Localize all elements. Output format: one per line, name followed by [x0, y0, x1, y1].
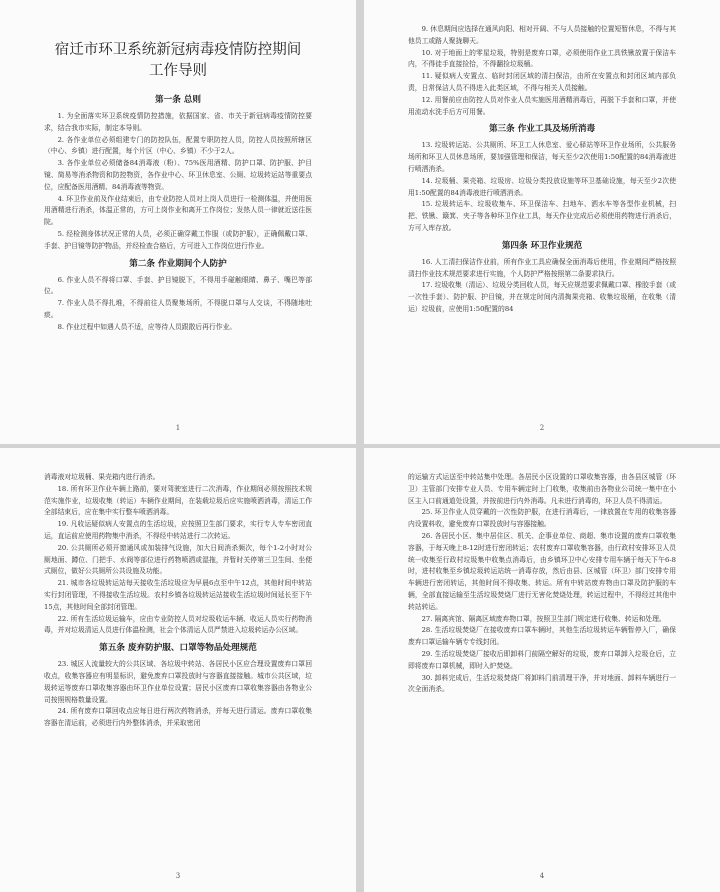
paragraph: 26. 各居民小区、集中居住区、机关、企事业单位、商超、集市设置的废弃口罩收集容器，于每天晚上8-12时进行密闭转运；农村废弃口罩收集容器，由行政村安排环卫人员统一收集至行政村垃圾集中收集点消毒后，由乡镇环卫中心安排专用车辆于每天下午6-8时，进村收集至乡镇垃圾转运站统一消毒存放，然后由县、区城管（环卫）部门安排专用车辆进行密闭转运，其他时间不得收集、转运。所有中转站废弃物由口罩及防护服的车辆，全部直接运输至生活垃圾焚烧厂进行无害化焚烧处理，转运过程中，不得经过其他中转站转运。 [408, 531, 676, 611]
paragraph: 6. 作业人员不得将口罩、手套、护目镜脱下，不得用手碰触眼睛、鼻子、嘴巴等部位。 [44, 275, 312, 296]
paragraph: 19. 凡收运疑似病人安置点的生活垃圾，应按照卫生部门要求，实行专人专车密闭直运，直运前应使用药物集中消杀，不得经中转站进行二次转运。 [44, 520, 312, 540]
page-content [408, 472, 676, 696]
paragraph: 13. 垃圾转运站、公共厕所、环卫工人休息室、爱心驿站等环卫作业场所，公共服务场所和环卫人员休息场所，要加强管理和保洁，每天至少2次使用1:50配置的84消毒液进行喷洒消杀。 [408, 141, 676, 173]
paragraph: 24. 所有废弃口罩回收点应每日进行两次药物消杀，并每天进行清运。废弃口罩收集容器在清运前，必须进行内外整体消杀，并采取密闭 [44, 707, 312, 728]
paragraph: 14. 垃圾桶、果壳箱、垃圾房、垃圾分类投放设施等环卫基础设施，每天至少2次使用1:50配置的84消毒液进行喷洒消杀。 [408, 176, 676, 197]
paragraph: 9. 休息期间应选择在通风向阳、相对开阔、不与人员接触的位置短暂休息，不得与其他员工或路人聚拢聊天。 [408, 25, 676, 45]
paragraph: 30. 卸料完成后，生活垃圾焚烧厂将卸料门前清理干净，并对地面、卸料车辆进行一次全面消杀。 [408, 673, 676, 694]
document-page-3 [0, 448, 356, 892]
paragraph: 25. 环卫作业人员穿戴的一次性防护服，在进行消毒后，一律放置在专用的收集容器内设置料收，避免废弃口罩投放时与容器接触。 [408, 508, 676, 529]
section-heading: 第一条 总则 [155, 95, 201, 105]
section-heading: 第五条 废弃防护服、口罩等物品处理规范 [99, 643, 257, 654]
paragraph: 3. 各作业单位必须储备84消毒液（粉）、75%医用酒精、防护口罩、防护服、护目镜、简易等消杀物资和防控物资，各作业中心、环卫休息室、公厕、垃圾转运站等重要点位，应配备医用酒精、84消毒液等物资。 [44, 159, 312, 191]
page-number: 1 [175, 424, 181, 432]
section-heading: 第四条 环卫作业规范 [501, 240, 583, 251]
document-page-4 [364, 448, 720, 892]
paragraph: 4. 环卫作业前及作业结束后，由专业防控人员对上岗人员进行一检测体温，并使用医用酒精进行消杀，体温正常的，方可上岗作业和离开工作岗位；发热人员一律就近送往医院。 [44, 194, 312, 227]
document-title: 宿迁市环卫系统新冠病毒疫情防控期间 工作导则 [54, 42, 302, 79]
paragraph: 7. 作业人员不得扎堆，不得前往人员聚集场所，不得脱口罩与人交谈，不得随地吐痰。 [44, 299, 312, 319]
paragraph: 23. 城区人流量较大的公共区域、各垃圾中转站、各居民小区应合理设置废弃口罩回收点，收集容器应有明显标识，避免废弃口罩投放时与容器直接接触。城市公共区域，垃圾转运等废弃口罩收集容器由环卫作业单位设置；居民小区废弃口罩收集容器由各物业公司按照规格数量设置。 [44, 660, 312, 704]
paragraph: 1. 为全面落实环卫系统疫情防控措施，依据国家、省、市关于新冠病毒疫情防控要求，结合我市实际，制定本导则。 [44, 112, 312, 132]
paragraph: 22. 所有生活垃圾运输车，应由专业防控人员对垃圾收运车辆、收运人员实行药物消毒，并对垃圾清运人员进行体温检测，社会个体清运人员严禁进入垃圾转运办公区域。 [44, 614, 312, 635]
page-content [44, 40, 312, 334]
section-heading: 第二条 作业期间个人防护 [129, 258, 227, 269]
paragraph: 27. 隔离宾馆、隔离区域废弃物口罩，按照卫生部门规定进行收集、转运和处理。 [421, 614, 666, 623]
paragraph: 消毒液对垃圾桶、果壳箱内进行消杀。 [44, 473, 160, 481]
paragraph: 28. 生活垃圾焚烧厂在接收废弃口罩车辆时，其他生活垃圾转运车辆暂停入厂，确保废弃口罩运输车辆专专线封闭。 [408, 626, 676, 647]
paragraph: 17. 垃圾收集（清运）、垃圾分类回收人员，每天应规范要求佩戴口罩、橡胶手套（或一次性手套）、防护服、护目镜，并在规定时间内清掏果壳箱、收集垃圾桶，在收集（清运）垃圾前，应使用1:50配置的84 [408, 281, 676, 313]
section-heading: 第三条 作业工具及场所消毒 [488, 124, 596, 135]
page-number: 3 [175, 872, 181, 880]
paragraph: 18. 所有环卫作业车辆上路前，要对驾驶室进行二次消毒，作业期间必须按照技术规范实施作业，垃圾收集（转运）车辆作业期间，在装载垃圾后应实施喷洒消毒，清运工作全部结束后，应在集中实行整车喷洒消毒。 [44, 484, 312, 517]
paragraph: 15. 垃圾转运车、垃圾收集车、环卫保洁车、扫地车、洒水车等各型作业机械，扫把、铁锹、簸箕、夹子等各种环卫作业工具，每天作业完成后必须使用药物进行消杀后，方可入库存放。 [408, 200, 676, 232]
paragraph: 8. 作业过程中如遇人员不适，应等待人员跟散后再行作业。 [57, 322, 237, 331]
paragraph: 21. 城市各垃圾转运站每天接收生活垃圾应为早晨6点至中午12点，其他时间中转站实行封闭管理，不得接收生活垃圾。农村乡镇各垃圾转运站接收生活垃圾时间延长至下午15点，其他时间全部封闭管理。 [44, 579, 312, 611]
paragraph: 16. 人工清扫保洁作业前，所有作业工具应确保全面消毒后使用，作业期间严格按照清扫作业技术规范要求进行实施，个人防护严格按照第二条要求执行。 [408, 257, 676, 278]
document-page-2 [364, 0, 720, 444]
page-number: 2 [539, 424, 545, 432]
page-content [44, 472, 312, 730]
paragraph: 2. 各作业单位必须组建专门的防控队伍，配置专职防控人员，防控人员按照所辖区（中心、乡镇）进行配置，每个片区（中心、乡镇）不少于2人。 [44, 135, 312, 156]
page-content [408, 24, 676, 316]
paragraph: 29. 生活垃圾焚烧厂接收后即卸料门前隔空解好的垃圾，废弃口罩卸入垃圾仓后，立即将废弃口罩机械，即时入炉焚烧。 [408, 649, 676, 670]
page-number: 4 [539, 872, 545, 880]
paragraph: 10. 对于地面上的零星垃圾，特别是废弃口罩，必须使用作业工具铁锹放置于保洁车内，不得徒手直接捡拾，不得翻捡垃圾桶。 [408, 48, 676, 69]
paragraph: 5. 经检测身体状况正常的人员，必须正确穿戴工作服（或防护服），正确佩戴口罩、手套、护目镜等防护物品，并经检查合格后，方可进入工作岗位进行作业。 [44, 229, 312, 250]
paragraph: 的运输方式运送至中转站集中处理。各居民小区设置的口罩收集容器，由各县区城管（环卫）主管部门安排专业人员、专用车辆定时上门收集，收集前由各物业公司统一集中在小区主入口前通道处设置，并按前进行内外消毒。凡未进行消毒的，环卫人员不得清运。 [408, 473, 676, 505]
paragraph: 12. 用餐前应由防控人员对作业人员实施医用酒精消毒后，再脱下手套和口罩，并使用流动水洗手后方可用餐。 [408, 95, 676, 116]
paragraph: 20. 公共厕所必须开窗通风或加装排气设施，加大日间消杀频次，每个1-2小时对公厕地面、蹲位、门把手、水阀等部位进行药物喷洒或湿拖，并暂时关停第三卫生间、坐便式厕位，做好公共厕所公共设施及功能。 [44, 543, 312, 576]
paragraph: 11. 疑似病人安置点、临时封闭区域的清扫保洁，由所在安置点和封闭区域内部负责，日常保洁人员不得进入此类区域，不得与相关人员接触。 [408, 72, 676, 92]
document-page-1 [0, 0, 356, 444]
